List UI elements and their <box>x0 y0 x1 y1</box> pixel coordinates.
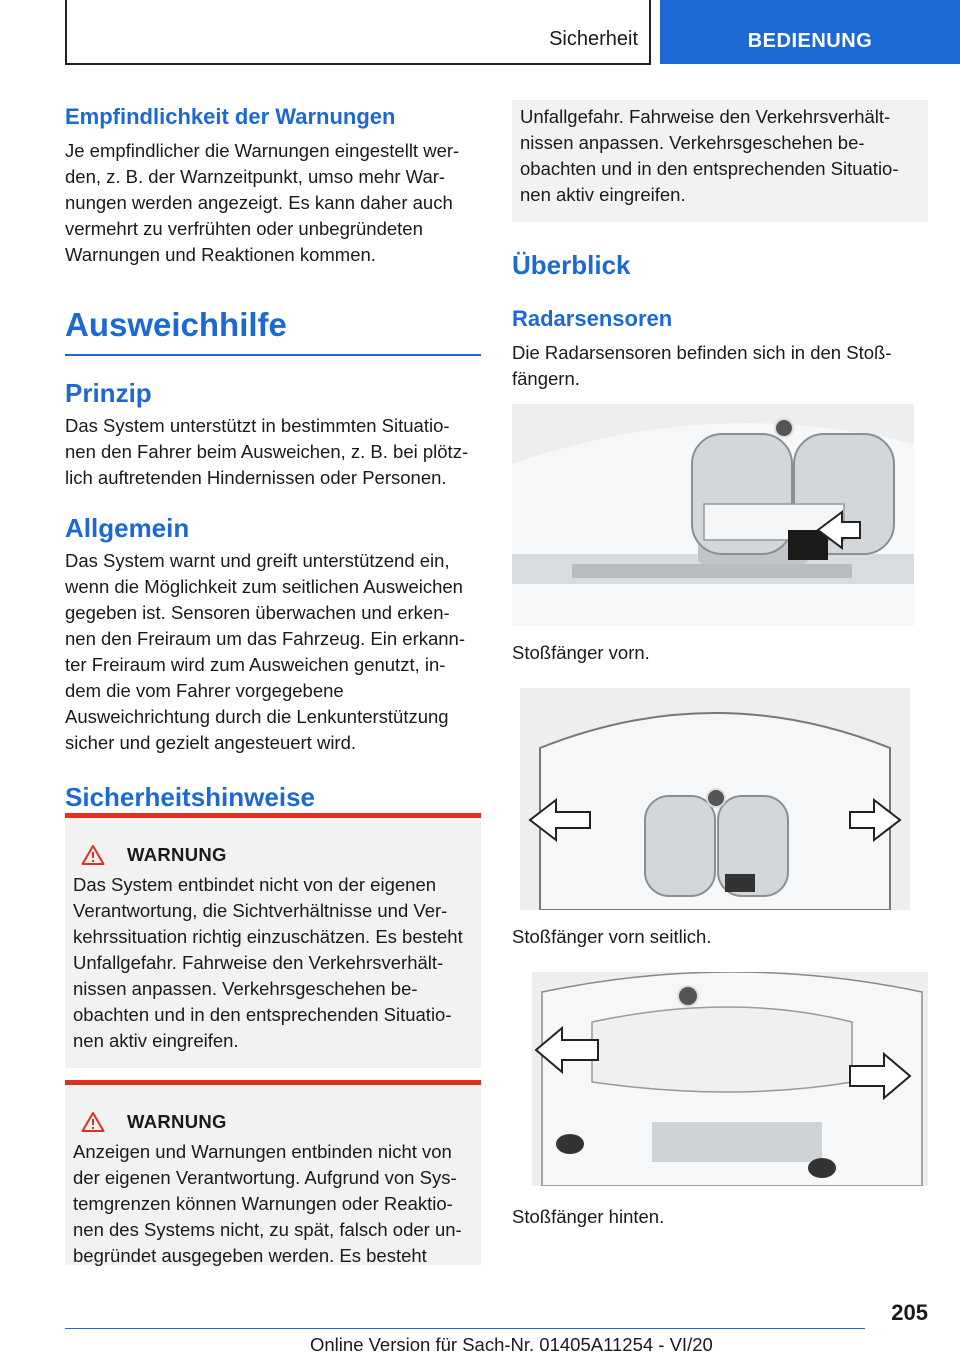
text-line: Anzeigen und Warnungen entbinden nicht von <box>73 1141 452 1162</box>
principle-text <box>65 413 481 491</box>
text-line: dem die vom Fahrer vorgegebene <box>65 680 344 701</box>
front-bumper-side-image <box>520 688 910 910</box>
text-line: Das System warnt und greift unterstützend ein, <box>65 550 450 571</box>
header-chapter-tab[interactable]: BEDIENUNG <box>660 0 960 64</box>
footer-text: Online Version für Sach-Nr. 01405A11254 - VI/20 <box>310 1334 713 1355</box>
sensitivity-text <box>65 138 481 268</box>
caption-rear-bumper: Stoßfänger hinten. <box>512 1206 665 1227</box>
text-line: den, z. B. der Warnzeitpunkt, umso mehr War- <box>65 166 446 187</box>
warning-box <box>65 818 481 1068</box>
text-line: der eigenen Verantwortung. Aufgrund von Sys- <box>73 1167 457 1188</box>
main-heading-rule <box>65 354 481 356</box>
footer-rule <box>65 1328 865 1329</box>
text-line: nissen anpassen. Verkehrsgeschehen be- <box>520 132 865 153</box>
warning-continuation-box <box>512 100 928 222</box>
warning-triangle-icon <box>81 844 105 866</box>
text-line: Das System entbindet nicht von der eigenen <box>73 874 437 895</box>
rear-bumper-image <box>532 972 928 1186</box>
principle-heading: Prinzip <box>65 378 152 408</box>
text-line: temgrenzen können Warnungen oder Reaktio- <box>73 1193 453 1214</box>
text-line: lich auftretenden Hindernissen oder Personen. <box>65 467 447 488</box>
warning-title: WARNUNG <box>127 844 227 865</box>
text-line: begründet ausgegeben werden. Es besteht <box>73 1245 427 1266</box>
text-line: Ausweichrichtung durch die Lenkunterstützung <box>65 706 449 727</box>
text-line: nen den Freiraum um das Fahrzeug. Ein erkann- <box>65 628 466 649</box>
text-line: Unfallgefahr. Fahrweise den Verkehrsverhält- <box>520 106 891 127</box>
header-section-title: Sicherheit <box>549 28 638 50</box>
warning-box <box>65 1085 481 1265</box>
text-line: obachten und in den entsprechenden Situatio- <box>73 1004 452 1025</box>
text-line: nen aktiv eingreifen. <box>73 1030 239 1051</box>
header-rule-left <box>65 0 67 64</box>
text-line: Verantwortung, die Sichtverhältnisse und Ver- <box>73 900 448 921</box>
text-line: vermehrt zu verfrühten oder unbegründeten <box>65 218 423 239</box>
text-line: Warnungen und Reaktionen kommen. <box>65 244 376 265</box>
text-line: gegeben ist. Sensoren überwachen und erken- <box>65 602 450 623</box>
text-line: Das System unterstützt in bestimmten Situatio- <box>65 415 450 436</box>
overview-heading: Überblick <box>512 250 631 280</box>
text-line: nissen anpassen. Verkehrsgeschehen be- <box>73 978 418 999</box>
text-line: ter Freiraum wird zum Ausweichen genutzt, in- <box>65 654 446 675</box>
text-line: kehrssituation richtig einzuschätzen. Es besteht <box>73 926 463 947</box>
text-line: sicher und gezielt angesteuert wird. <box>65 732 357 753</box>
text-line: wenn die Möglichkeit zum seitlichen Ausweichen <box>65 576 463 597</box>
text-line: fängern. <box>512 368 580 389</box>
text-line: obachten und in den entsprechenden Situatio- <box>520 158 899 179</box>
sensitivity-heading: Empfindlichkeit der Warnungen <box>65 104 396 129</box>
text-line: nen den Fahrer beim Ausweichen, z. B. bei plötz- <box>65 441 469 462</box>
main-heading: Ausweichhilfe <box>65 306 287 343</box>
text-line: Die Radarsensoren befinden sich in den Stoß- <box>512 342 892 363</box>
page-number: 205 <box>891 1300 928 1325</box>
warning-title: WARNUNG <box>127 1111 227 1132</box>
radar-heading: Radarsensoren <box>512 306 673 331</box>
caption-front-bumper-side: Stoßfänger vorn seitlich. <box>512 926 712 947</box>
general-heading: Allgemein <box>65 513 190 543</box>
safety-heading: Sicherheitshinweise <box>65 782 315 812</box>
radar-text <box>512 340 928 392</box>
text-line: Je empfindlicher die Warnungen eingestellt wer- <box>65 140 460 161</box>
text-line: nungen werden angezeigt. Es kann daher auch <box>65 192 453 213</box>
header-rule-right <box>649 0 651 64</box>
warning-triangle-icon <box>81 1111 105 1133</box>
caption-front-bumper: Stoßfänger vorn. <box>512 642 650 663</box>
warning-header <box>73 1111 473 1133</box>
warning-header <box>73 844 473 866</box>
header-rule-bottom <box>65 63 651 65</box>
text-line: Unfallgefahr. Fahrweise den Verkehrsverhält- <box>73 952 444 973</box>
text-line: nen aktiv eingreifen. <box>520 184 686 205</box>
text-line: nen des Systems nicht, zu spät, falsch oder un- <box>73 1219 462 1240</box>
front-bumper-image <box>512 404 914 626</box>
left-column <box>65 100 481 813</box>
general-text <box>65 548 481 756</box>
